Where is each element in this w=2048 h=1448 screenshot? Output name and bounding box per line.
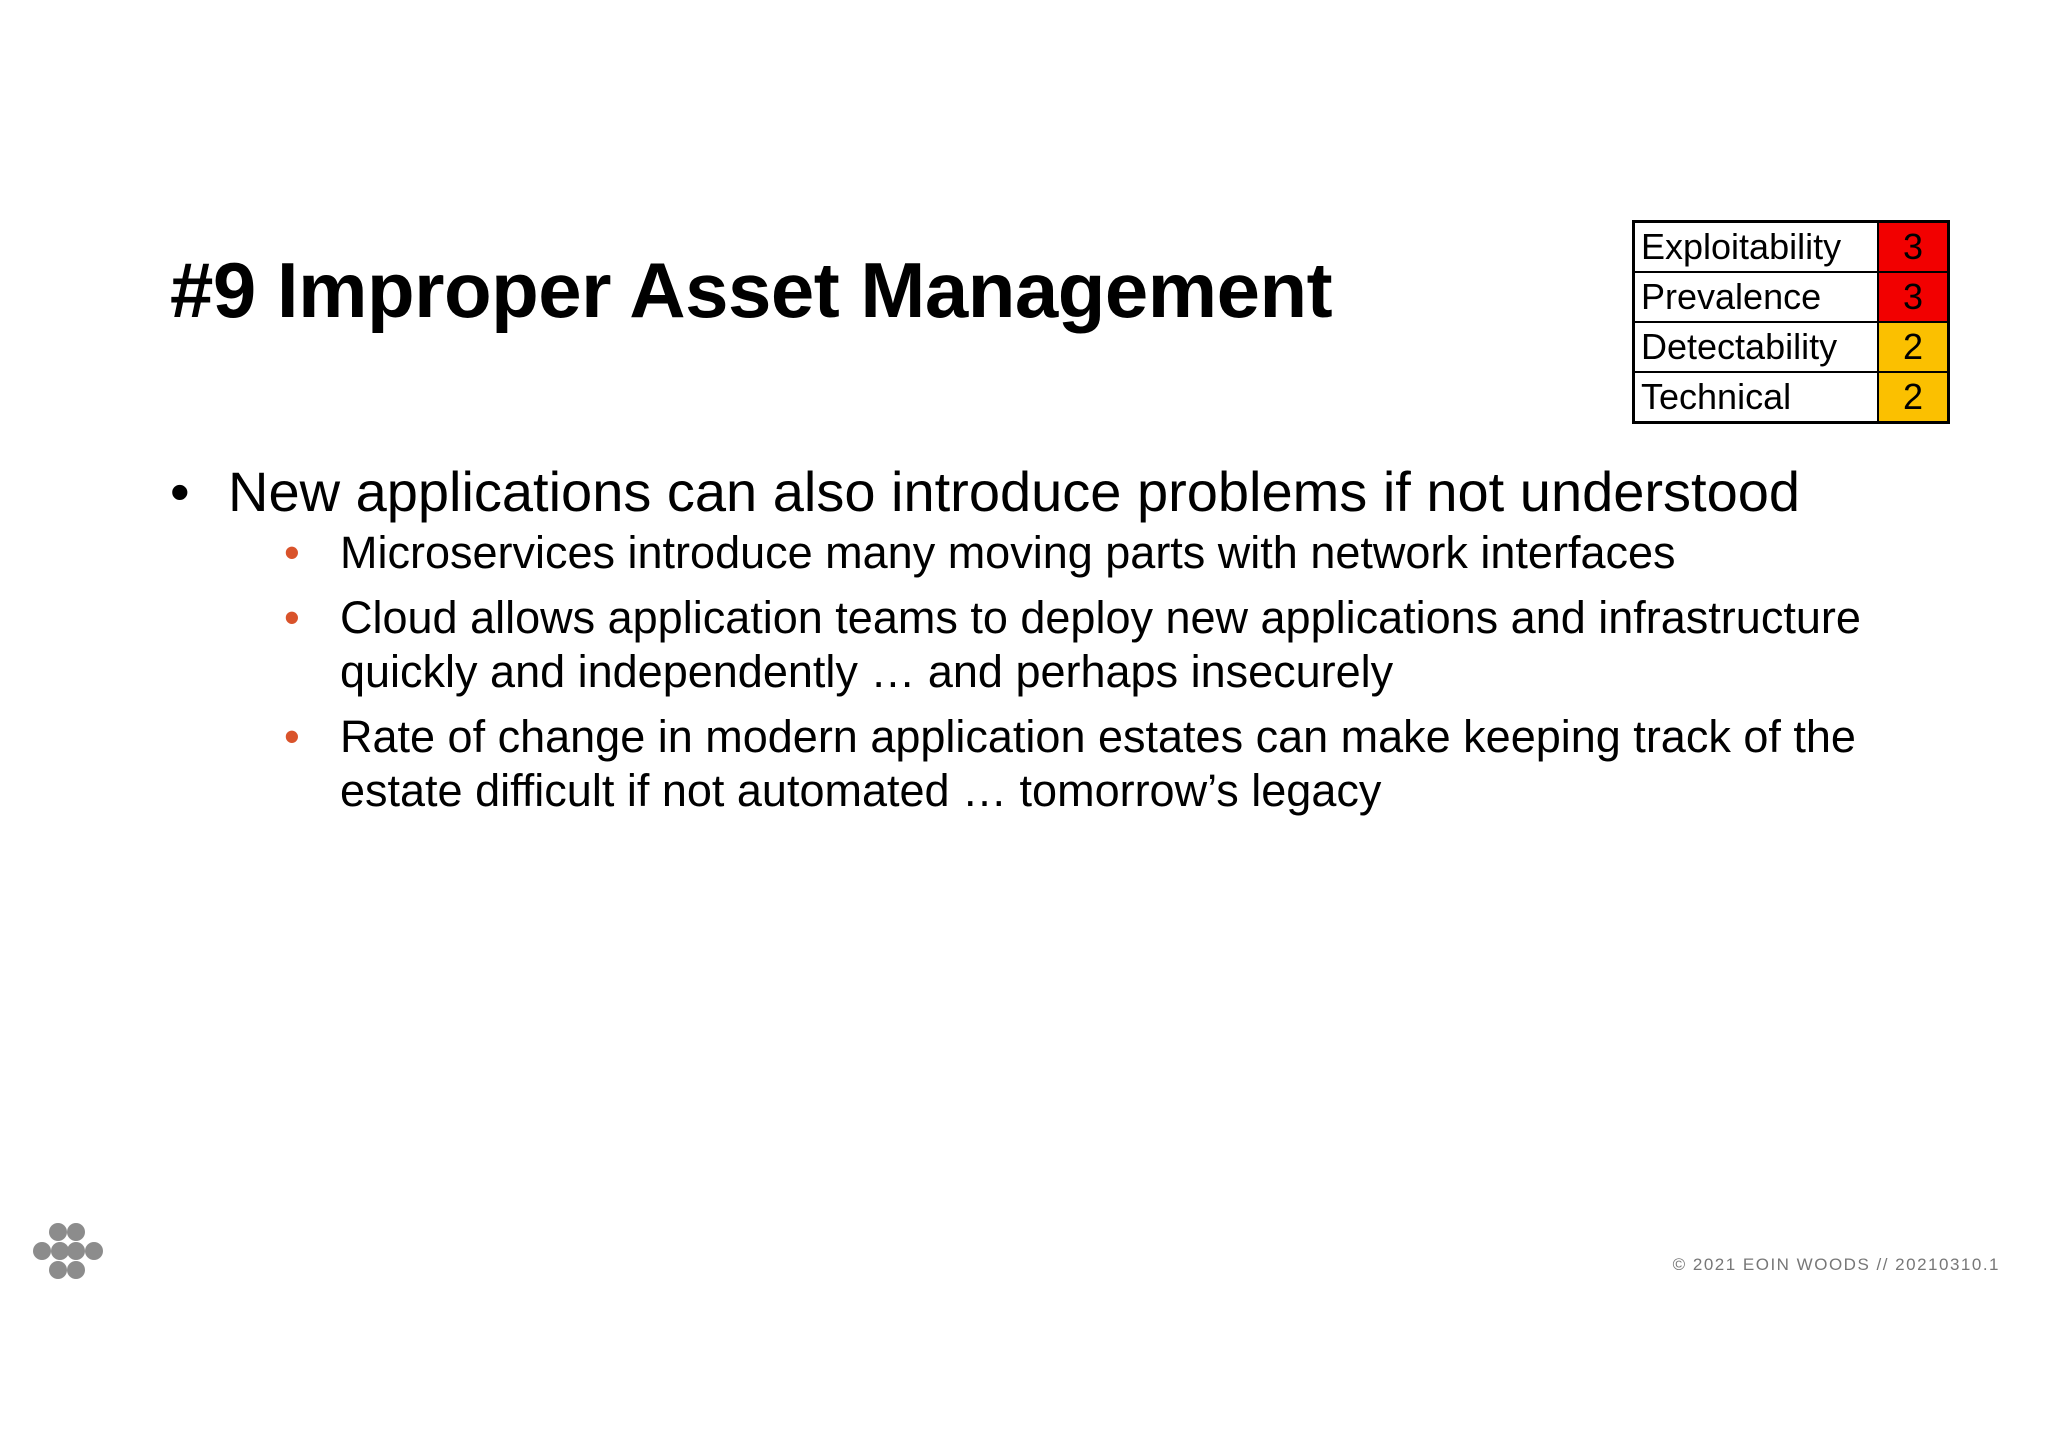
cluster-logo-icon [30,1222,106,1280]
slide-title: #9 Improper Asset Management [170,246,1333,334]
sub-point-text: Rate of change in modern application estates can make keeping track of the estate difficult if not automated … tomorrow’s legacy [340,711,1856,816]
risk-rating-table [1632,220,1950,424]
risk-label: Prevalence [1634,272,1879,322]
risk-row-exploitability [1634,222,1949,273]
risk-row-technical [1634,372,1949,423]
sub-point-text: Cloud allows application teams to deploy new applications and infrastructure quickly and independently … and perhaps insecurely [340,592,1861,697]
risk-label: Exploitability [1634,222,1879,273]
sub-bullet-point [284,591,1890,699]
risk-score: 3 [1878,222,1949,273]
bullet-list [170,458,1890,829]
risk-label: Detectability [1634,322,1879,372]
risk-label: Technical [1634,372,1879,423]
risk-score: 2 [1878,322,1949,372]
bullet-icon: • [284,711,300,762]
main-bullet-point [170,458,1890,526]
bullet-icon: • [284,592,300,643]
sub-point-text: Microservices introduce many moving parts with network interfaces [340,527,1676,578]
risk-score: 3 [1878,272,1949,322]
risk-row-prevalence [1634,272,1949,322]
sub-bullet-list [170,526,1890,818]
bullet-icon: • [170,460,190,523]
risk-row-detectability [1634,322,1949,372]
footer-copyright: © 2021 EOIN WOODS // 20210310.1 [1672,1255,2000,1274]
bullet-icon: • [284,527,300,578]
main-point-text: New applications can also introduce problems if not understood [228,460,1801,523]
risk-score: 2 [1878,372,1949,423]
sub-bullet-point [284,526,1890,580]
sub-bullet-point [284,710,1890,818]
